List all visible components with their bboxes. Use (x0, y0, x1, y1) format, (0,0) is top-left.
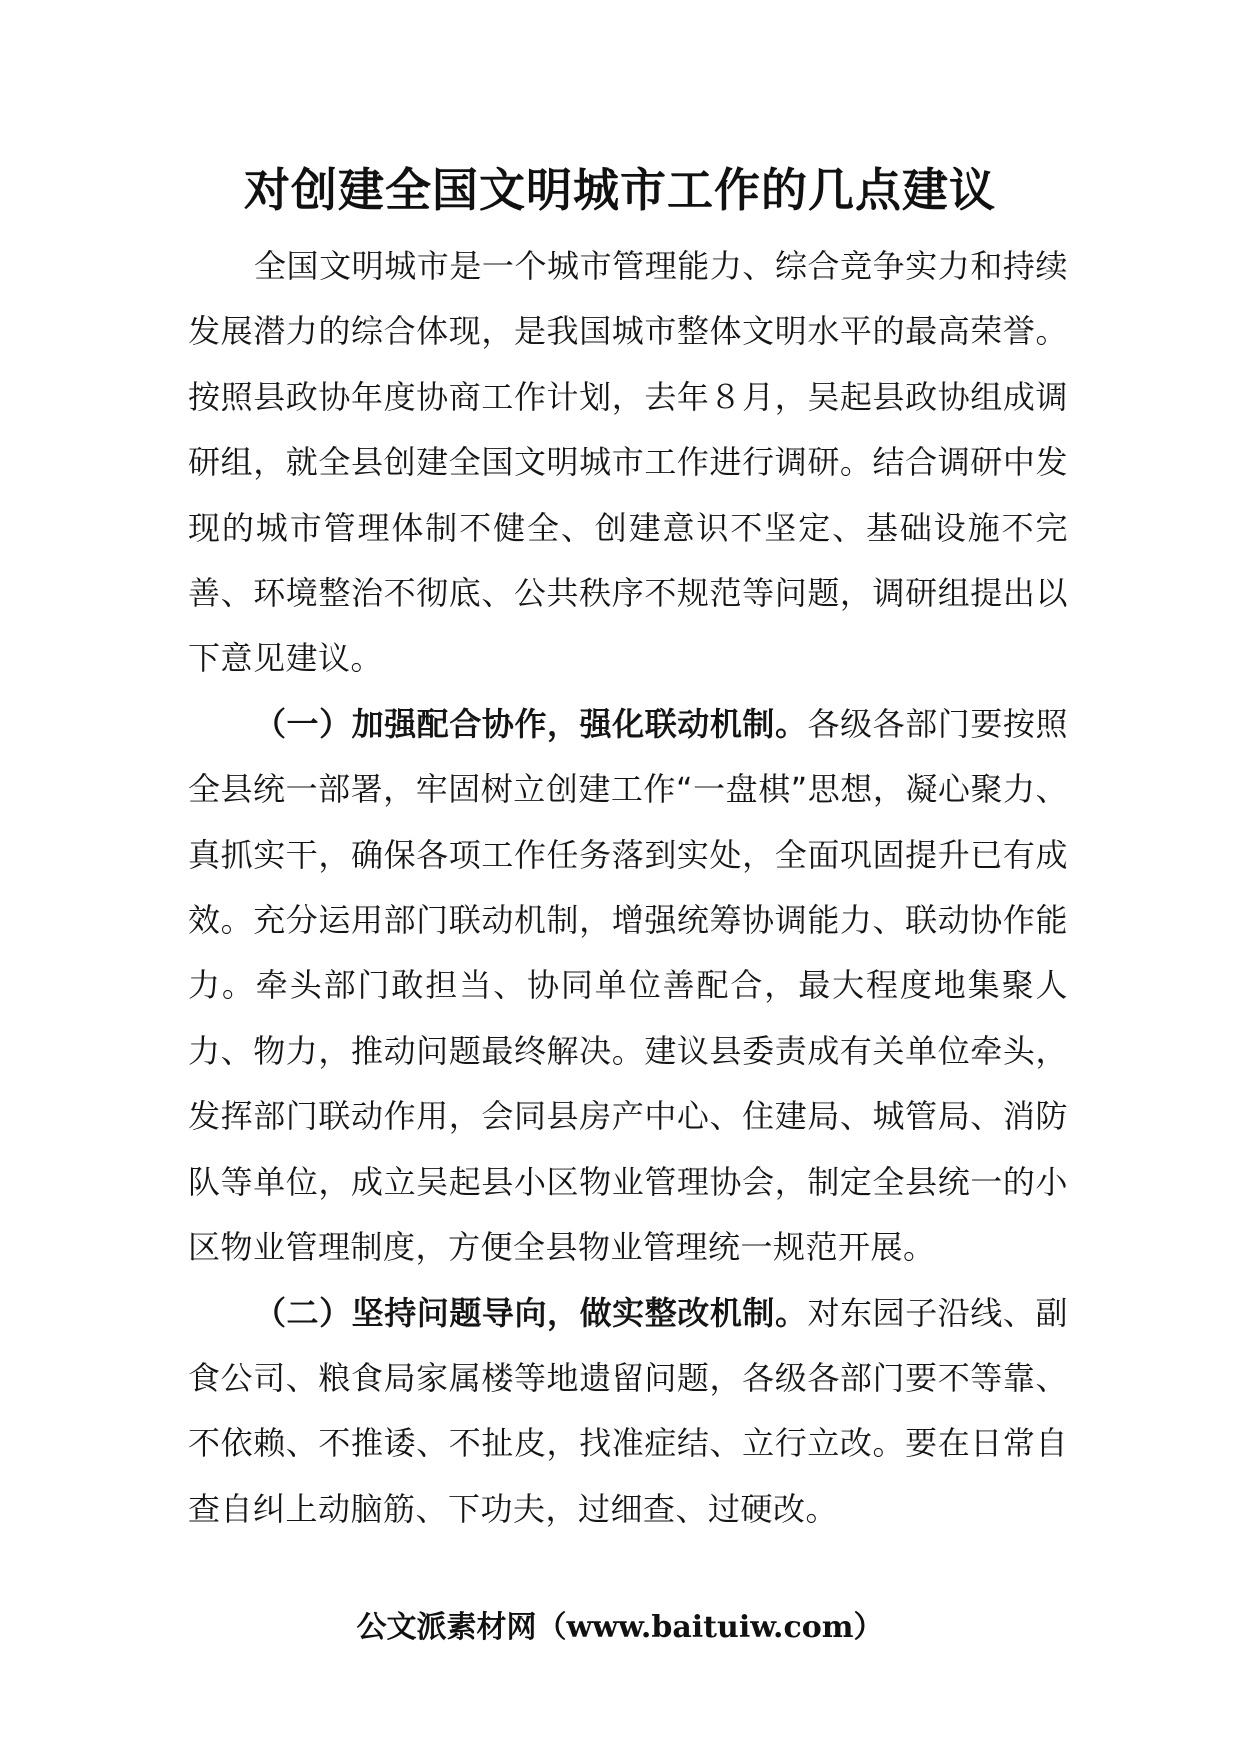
intro-paragraph (188, 234, 1068, 692)
section-one-heading: （一）加强配合协作，强化联动机制。 (254, 704, 808, 743)
paragraph-text: 对东园子沿线、副食公司、粮食局家属楼等地遗留问题，各级各部门要不等靠、不依赖、不推诿、不扯皮，找准症结、立行立改。要在日常自查自纠上动脑筋、下功夫，过细查、过硬改。 (188, 1293, 1068, 1528)
source-footer: 公文派素材网（www.baituiw.com） (356, 1610, 884, 1645)
document-body (188, 234, 1068, 1542)
document-title: 对创建全国文明城市工作的几点建议 (244, 163, 996, 217)
section-two-paragraph (188, 1281, 1068, 1543)
paragraph-text: 全国文明城市是一个城市管理能力、综合竞争实力和持续发展潜力的综合体现，是我国城市整体文明水平的最高荣誉。按照县政协年度协商工作计划，去年８月，吴起县政协组成调研组，就全县创建全国文明城市工作进行调研。结合调研中发现的城市管理体制不健全、创建意识不坚定、基础设施不完善、环境整治不彻底、公共秩序不规范等问题，调研组提出以下意见建议。 (188, 247, 1068, 678)
paragraph-text: 各级各部门要按照全县统一部署，牢固树立创建工作“一盘棋”思想，凝心聚力、真抓实干，确保各项工作任务落到实处，全面巩固提升已有成效。充分运用部门联动机制，增强统筹协调能力、联动协作能力。牵头部门敢担当、协同单位善配合，最大程度地集聚人力、物力，推动问题最终解决。建议县委责成有关单位牵头，发挥部门联动作用，会同县房产中心、住建局、城管局、消防队等单位，成立吴起县小区物业管理协会，制定全县统一的小区物业管理制度，方便全县物业管理统一规范开展。 (188, 704, 1068, 1267)
section-two-heading: （二）坚持问题导向，做实整改机制。 (254, 1293, 808, 1332)
section-one-paragraph (188, 692, 1068, 1281)
